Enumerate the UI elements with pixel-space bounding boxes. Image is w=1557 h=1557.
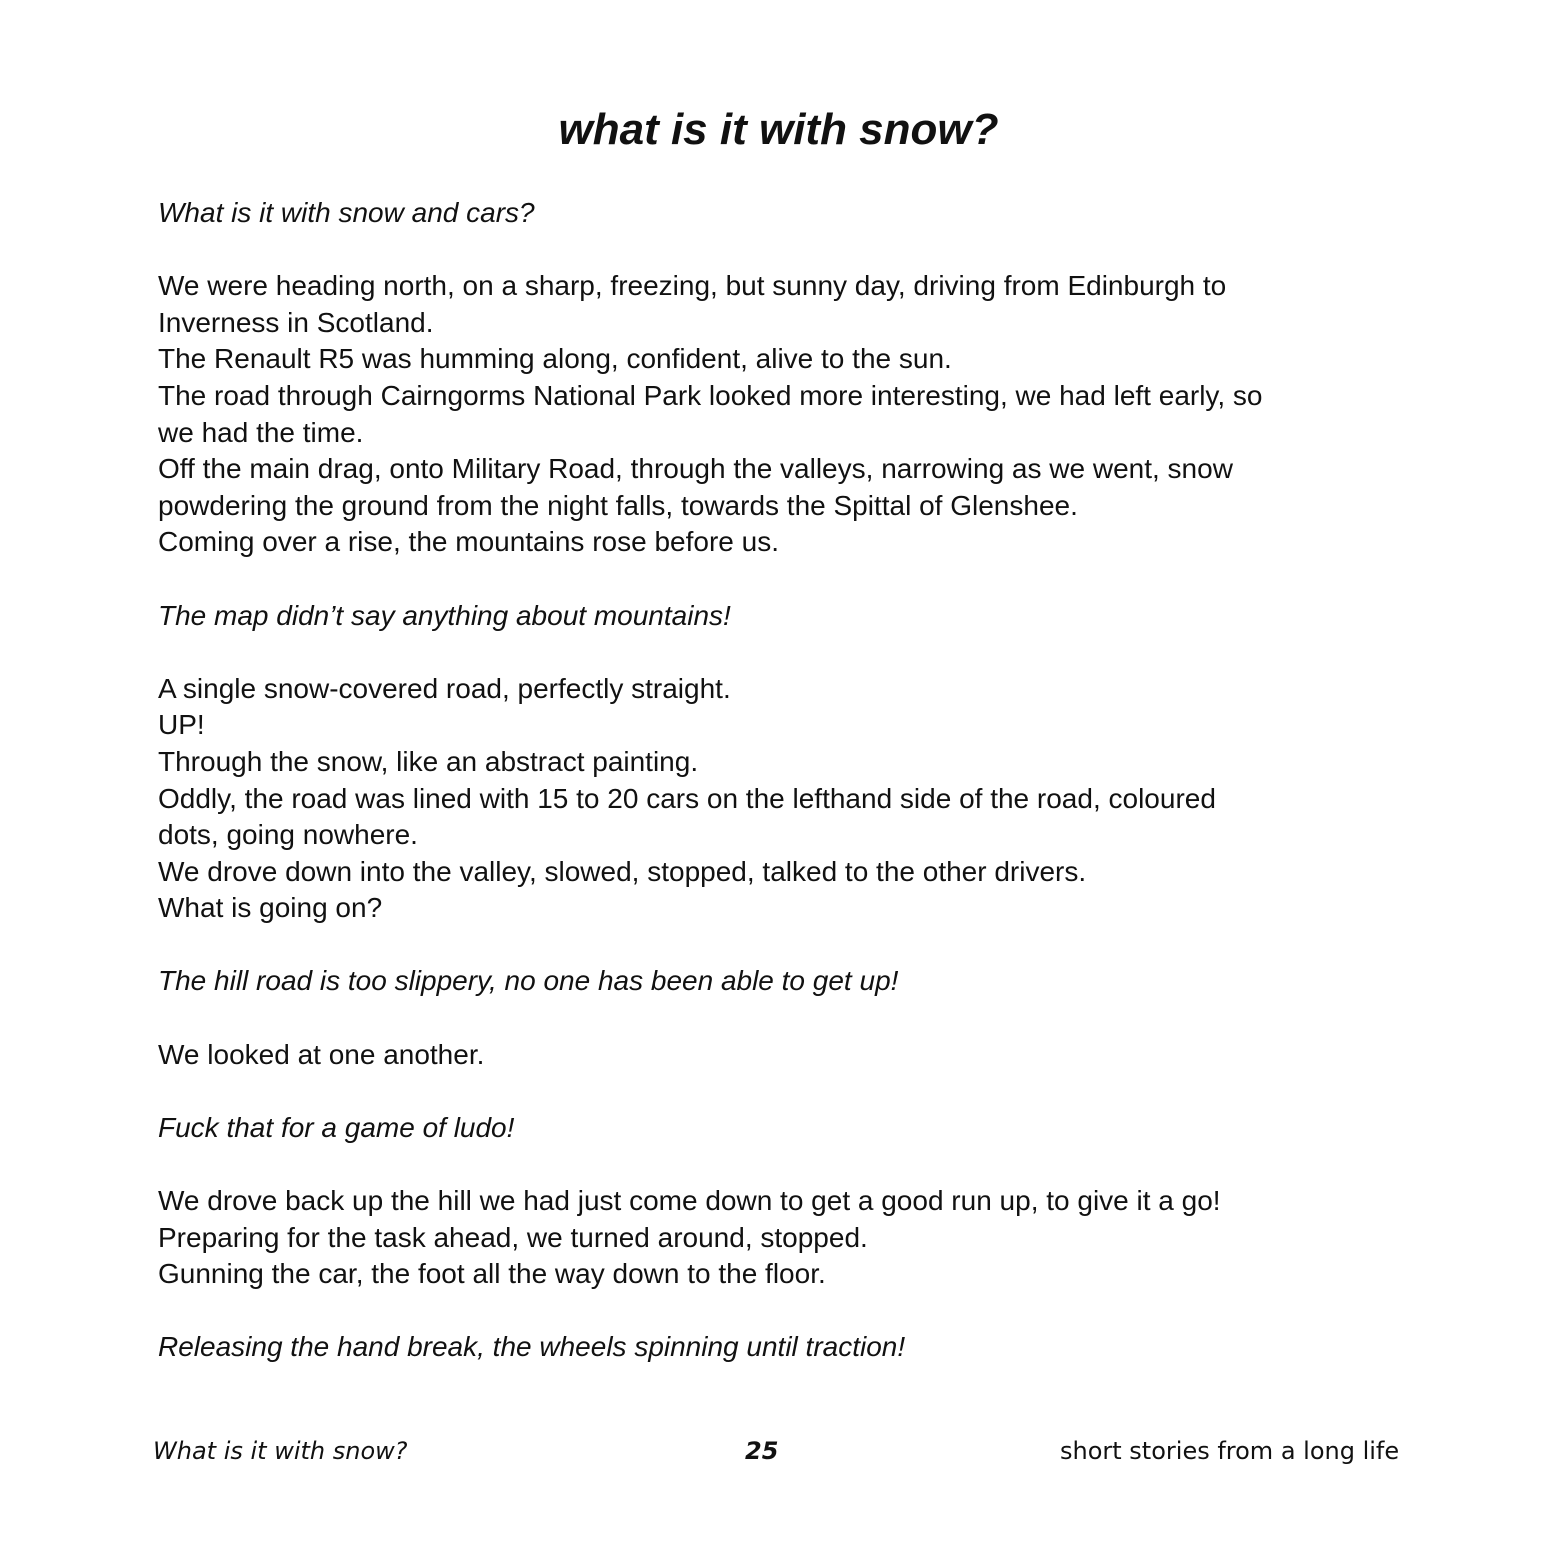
story-line: dots, going nowhere. <box>158 819 418 851</box>
story-line: Releasing the hand break, the wheels spinning until traction! <box>158 1331 906 1363</box>
footer-page-number: 25 <box>745 1437 779 1465</box>
story-line: Preparing for the task ahead, we turned around, stopped. <box>158 1221 868 1253</box>
paragraph-break <box>158 561 1398 598</box>
paragraph-break <box>158 232 1398 269</box>
page-footer <box>0 1434 1557 1468</box>
story-line: Through the snow, like an abstract painting. <box>158 745 699 777</box>
paragraph-break <box>158 634 1398 671</box>
story-line: we had the time. <box>158 416 364 448</box>
paragraph-break <box>158 1000 1398 1037</box>
footer-chapter-title: What is it with snow? <box>153 1437 408 1465</box>
story-line: Fuck that for a game of ludo! <box>158 1111 515 1143</box>
paragraph-break <box>158 1073 1398 1110</box>
story-line: We drove down into the valley, slowed, stopped, talked to the other drivers. <box>158 855 1087 887</box>
story-line: The Renault R5 was humming along, confident, alive to the sun. <box>158 343 952 375</box>
story-line: Inverness in Scotland. <box>158 306 434 338</box>
story-line: We were heading north, on a sharp, freezing, but sunny day, driving from Edinburgh to <box>158 270 1227 302</box>
story-line: Gunning the car, the foot all the way down to the floor. <box>158 1258 826 1290</box>
story-line: The map didn’t say anything about mountains! <box>158 599 731 631</box>
story-line: We looked at one another. <box>158 1038 485 1070</box>
paragraph-break <box>158 1146 1398 1183</box>
story-line: The hill road is too slippery, no one has been able to get up! <box>158 965 899 997</box>
story-line: A single snow-covered road, perfectly straight. <box>158 672 731 704</box>
story-line: UP! <box>158 709 205 741</box>
story-line: The road through Cairngorms National Park looked more interesting, we had left early, so <box>158 379 1263 411</box>
story-line: We drove back up the hill we had just come down to get a good run up, to give it a go! <box>158 1185 1221 1217</box>
story-body <box>158 195 1398 1366</box>
paragraph-break <box>158 1293 1398 1330</box>
story-line: Off the main drag, onto Military Road, through the valleys, narrowing as we went, snow <box>158 453 1233 485</box>
page-title: what is it with snow? <box>558 105 999 154</box>
footer-book-title: short stories from a long life <box>1060 1437 1400 1465</box>
paragraph-break <box>158 927 1398 964</box>
story-line: Oddly, the road was lined with 15 to 20 cars on the lefthand side of the road, coloured <box>158 782 1216 814</box>
story-line: What is it with snow and cars? <box>158 197 535 228</box>
story-line: Coming over a rise, the mountains rose before us. <box>158 526 779 558</box>
story-line: What is going on? <box>158 892 383 924</box>
story-line: powdering the ground from the night falls, towards the Spittal of Glenshee. <box>158 489 1078 521</box>
